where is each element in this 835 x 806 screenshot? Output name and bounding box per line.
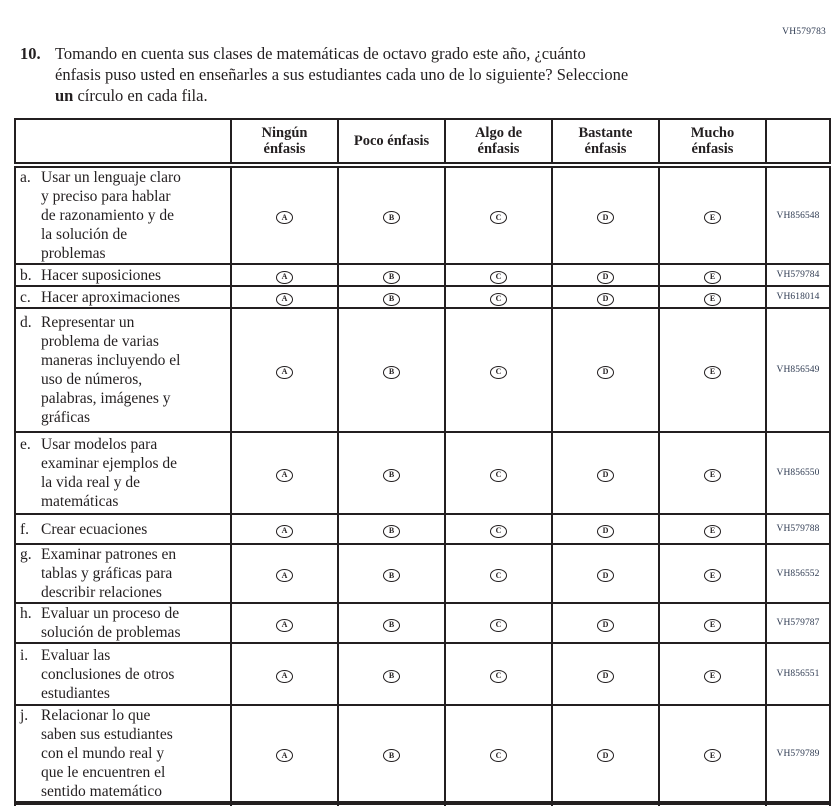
option-bubble-j-D[interactable]: D (597, 749, 614, 762)
option-cell (338, 514, 445, 544)
option-bubble-c-C[interactable]: C (490, 293, 507, 306)
table-row-h (15, 603, 830, 643)
option-bubble-g-E[interactable]: E (704, 569, 721, 582)
row-label-line: problema de varias (41, 333, 159, 350)
option-bubble-j-B[interactable]: B (383, 749, 400, 762)
row-letter: b. (20, 266, 32, 284)
row-letter: h. (20, 605, 32, 622)
row-letter: e. (20, 436, 31, 453)
row-label-cell (15, 308, 231, 432)
option-cell (552, 603, 659, 643)
column-header-3 (445, 119, 552, 165)
question-text (55, 43, 628, 106)
option-cell (552, 432, 659, 514)
row-label-text (41, 168, 181, 263)
row-letter: j. (20, 707, 29, 724)
option-cell (552, 643, 659, 705)
row-code: VH856548 (766, 165, 830, 264)
question-text-line-1: Tomando en cuenta sus clases de matemáticas de octavo grado este año, ¿cuánto (55, 44, 586, 63)
option-bubble-b-B[interactable]: B (383, 271, 400, 284)
column-header-line: Algo de (474, 125, 523, 141)
option-bubble-d-A[interactable]: A (276, 366, 293, 379)
option-bubble-c-B[interactable]: B (383, 293, 400, 306)
option-cell (338, 544, 445, 603)
option-cell (659, 286, 766, 308)
option-bubble-i-B[interactable]: B (383, 670, 400, 683)
table-row-c (15, 286, 830, 308)
option-bubble-f-B[interactable]: B (383, 525, 400, 538)
row-letter: g. (20, 546, 32, 563)
option-bubble-a-E[interactable]: E (704, 211, 721, 224)
option-cell (338, 643, 445, 705)
row-code: VH579784 (766, 264, 830, 286)
row-label-line: Usar modelos para (41, 436, 158, 453)
option-cell (659, 544, 766, 603)
row-label-line: maneras incluyendo el (41, 352, 181, 369)
header-row (15, 119, 830, 165)
option-cell (338, 165, 445, 264)
row-label-line: Crear ecuaciones (41, 520, 148, 538)
option-cell (552, 514, 659, 544)
question-accession-code: VH579783 (782, 27, 826, 37)
row-label-line: Usar un lenguaje claro (41, 169, 181, 186)
question-text-line-2: énfasis puso usted en enseñarles a sus estudiantes cada uno de lo siguiente? Seleccione (55, 65, 629, 84)
row-label-line: Hacer aproximaciones (41, 288, 181, 306)
question-number: 10. (20, 44, 41, 63)
option-bubble-d-B[interactable]: B (383, 366, 400, 379)
option-bubble-e-A[interactable]: A (276, 469, 293, 482)
row-label-line: que le encuentren el (41, 764, 166, 781)
row-code: VH618014 (766, 286, 830, 308)
row-label-line: con el mundo real y (41, 745, 165, 762)
option-bubble-j-E[interactable]: E (704, 749, 721, 762)
option-bubble-e-C[interactable]: C (490, 469, 507, 482)
row-label-cell (15, 286, 231, 308)
option-cell (338, 603, 445, 643)
row-label-cell (15, 432, 231, 514)
row-code: VH856549 (766, 308, 830, 432)
column-header-line: Mucho (690, 125, 735, 141)
option-cell (659, 705, 766, 803)
option-bubble-c-A[interactable]: A (276, 293, 293, 306)
row-label-line: de razonamiento y de (41, 207, 174, 224)
row-label-line: Hacer suposiciones (41, 266, 162, 284)
table-row-f (15, 514, 830, 544)
row-label-wrap (16, 168, 230, 263)
option-bubble-g-B[interactable]: B (383, 569, 400, 582)
row-label-line: Relacionar lo que (41, 707, 151, 724)
column-header-line: Poco énfasis (353, 133, 430, 149)
option-bubble-a-D[interactable]: D (597, 211, 614, 224)
option-cell (445, 286, 552, 308)
option-cell (338, 308, 445, 432)
option-cell (445, 165, 552, 264)
emphasis-matrix-table (14, 118, 831, 806)
row-label-line: y preciso para hablar (41, 188, 171, 205)
option-bubble-f-A[interactable]: A (276, 525, 293, 538)
option-bubble-f-E[interactable]: E (704, 525, 721, 538)
row-label-text (41, 646, 174, 703)
option-bubble-h-C[interactable]: C (490, 619, 507, 632)
option-bubble-d-C[interactable]: C (490, 366, 507, 379)
option-cell (445, 432, 552, 514)
row-label-cell (15, 603, 231, 643)
option-bubble-h-D[interactable]: D (597, 619, 614, 632)
row-label-line: Evaluar un proceso de (41, 605, 180, 622)
option-cell (552, 705, 659, 803)
table-row-g (15, 544, 830, 603)
row-label-wrap (16, 604, 230, 642)
option-bubble-a-A[interactable]: A (276, 211, 293, 224)
row-label-text (41, 520, 147, 539)
row-label-cell (15, 165, 231, 264)
column-header-5 (659, 119, 766, 165)
row-label-line: conclusiones de otros (41, 665, 175, 683)
option-bubble-c-D[interactable]: D (597, 293, 614, 306)
row-label-wrap (16, 706, 230, 801)
question-text-bold-word: un (55, 86, 74, 105)
option-cell (231, 643, 338, 705)
option-bubble-f-C[interactable]: C (490, 525, 507, 538)
option-bubble-g-A[interactable]: A (276, 569, 293, 582)
option-cell (445, 603, 552, 643)
row-code: VH856552 (766, 544, 830, 603)
option-cell (659, 308, 766, 432)
corner-cell (15, 119, 231, 165)
row-label-line: solución de problemas (41, 624, 181, 641)
row-label-line: sentido matemático (41, 783, 162, 800)
table-row-i (15, 643, 830, 705)
row-label-cell (15, 643, 231, 705)
row-label-line: palabras, imágenes y (41, 390, 171, 407)
option-cell (231, 165, 338, 264)
option-bubble-d-D[interactable]: D (597, 366, 614, 379)
row-label-wrap (16, 266, 230, 285)
row-letter: a. (20, 169, 31, 186)
row-label-cell (15, 705, 231, 803)
row-label-line: Representar un (41, 314, 135, 331)
row-label-wrap (16, 313, 230, 427)
option-cell (231, 308, 338, 432)
row-code: VH579787 (766, 603, 830, 643)
row-letter: c. (20, 288, 31, 306)
option-cell (231, 544, 338, 603)
option-bubble-h-B[interactable]: B (383, 619, 400, 632)
row-label-line: describir relaciones (41, 584, 162, 601)
option-bubble-a-C[interactable]: C (490, 211, 507, 224)
option-cell (231, 264, 338, 286)
option-cell (552, 544, 659, 603)
option-cell (231, 514, 338, 544)
row-label-cell (15, 514, 231, 544)
option-bubble-b-C[interactable]: C (490, 271, 507, 284)
row-label-text (41, 313, 180, 427)
option-cell (338, 705, 445, 803)
row-label-cell (15, 544, 231, 603)
row-code: VH579788 (766, 514, 830, 544)
option-cell (552, 165, 659, 264)
option-cell (338, 286, 445, 308)
column-header-4 (552, 119, 659, 165)
option-cell (338, 432, 445, 514)
row-code: VH856551 (766, 643, 830, 705)
table-header (15, 119, 830, 165)
option-cell (659, 165, 766, 264)
option-cell (338, 264, 445, 286)
row-label-wrap (16, 545, 230, 602)
option-cell (231, 603, 338, 643)
row-label-text (41, 288, 180, 307)
table-body (15, 165, 830, 806)
row-letter: d. (20, 314, 32, 331)
row-code: VH856550 (766, 432, 830, 514)
table-row-e (15, 432, 830, 514)
option-cell (659, 603, 766, 643)
option-cell (659, 514, 766, 544)
option-cell (659, 643, 766, 705)
option-bubble-g-C[interactable]: C (490, 569, 507, 582)
column-header-line: énfasis (691, 141, 734, 157)
row-label-wrap (16, 646, 230, 703)
option-bubble-h-A[interactable]: A (276, 619, 293, 632)
option-cell (445, 705, 552, 803)
table-row-j (15, 705, 830, 803)
option-bubble-i-E[interactable]: E (704, 670, 721, 683)
option-cell (445, 264, 552, 286)
question-block (20, 43, 628, 106)
option-bubble-i-D[interactable]: D (597, 670, 614, 683)
row-label-line: saben sus estudiantes (41, 726, 173, 743)
code-column-header (766, 119, 830, 165)
row-label-line: gráficas (41, 409, 91, 426)
option-bubble-e-E[interactable]: E (704, 469, 721, 482)
option-bubble-e-B[interactable]: B (383, 469, 400, 482)
table-row-d (15, 308, 830, 432)
option-bubble-e-D[interactable]: D (597, 469, 614, 482)
row-label-line: Examinar patrones en (41, 546, 177, 563)
question-text-line-3 (55, 85, 628, 106)
option-bubble-i-A[interactable]: A (276, 670, 293, 683)
option-bubble-h-E[interactable]: E (704, 619, 721, 632)
option-cell (445, 308, 552, 432)
row-label-line: examinar ejemplos de (41, 455, 178, 472)
column-header-line: Bastante (578, 125, 633, 141)
option-cell (445, 514, 552, 544)
row-label-text (41, 706, 173, 801)
option-bubble-g-D[interactable]: D (597, 569, 614, 582)
row-label-text (41, 604, 180, 642)
row-label-wrap (16, 288, 230, 307)
option-cell (231, 432, 338, 514)
row-label-line: la vida real y de (41, 474, 140, 491)
option-bubble-j-C[interactable]: C (490, 749, 507, 762)
column-header-line: énfasis (477, 141, 520, 157)
row-label-line: uso de números, (41, 371, 143, 388)
option-cell (552, 308, 659, 432)
option-bubble-b-A[interactable]: A (276, 271, 293, 284)
row-label-cell (15, 264, 231, 286)
row-code: VH579789 (766, 705, 830, 803)
option-bubble-b-E[interactable]: E (704, 271, 721, 284)
option-bubble-b-D[interactable]: D (597, 271, 614, 284)
column-header-line: énfasis (584, 141, 627, 157)
row-letter: f. (20, 520, 30, 538)
option-cell (659, 264, 766, 286)
option-bubble-c-E[interactable]: E (704, 293, 721, 306)
column-header-2 (338, 119, 445, 165)
table-row-a (15, 165, 830, 264)
row-label-line: tablas y gráficas para (41, 565, 173, 582)
option-cell (231, 705, 338, 803)
option-bubble-i-C[interactable]: C (490, 670, 507, 683)
row-label-wrap (16, 520, 230, 539)
row-label-text (41, 545, 176, 602)
option-cell (231, 286, 338, 308)
option-cell (659, 432, 766, 514)
option-cell (552, 286, 659, 308)
option-bubble-a-B[interactable]: B (383, 211, 400, 224)
row-label-line: matemáticas (41, 493, 119, 510)
column-header-line: Ningún (261, 125, 308, 141)
row-label-text (41, 266, 161, 285)
option-cell (552, 264, 659, 286)
column-header-line: énfasis (263, 141, 306, 157)
option-bubble-d-E[interactable]: E (704, 366, 721, 379)
option-bubble-f-D[interactable]: D (597, 525, 614, 538)
row-label-line: estudiantes (41, 684, 110, 702)
row-label-line: la solución de (41, 226, 128, 243)
row-label-wrap (16, 435, 230, 511)
row-letter: i. (20, 646, 29, 664)
row-label-line: Evaluar las (41, 646, 111, 664)
option-cell (445, 544, 552, 603)
row-label-line: problemas (41, 245, 106, 262)
row-label-text (41, 435, 177, 511)
table-row-b (15, 264, 830, 286)
column-header-1 (231, 119, 338, 165)
option-bubble-j-A[interactable]: A (276, 749, 293, 762)
option-cell (445, 643, 552, 705)
question-text-line-3-rest: círculo en cada fila. (73, 86, 208, 105)
